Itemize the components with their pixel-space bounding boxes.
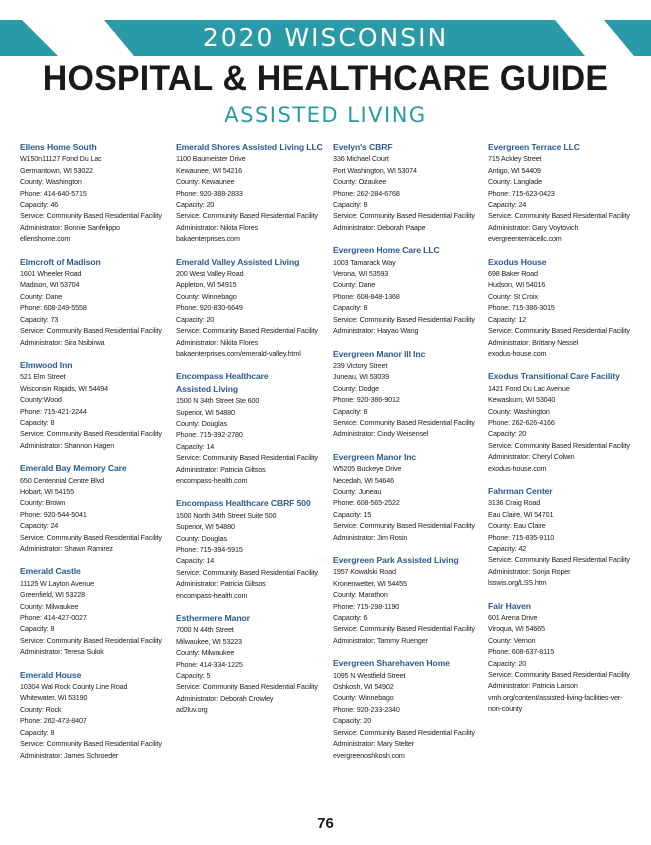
facility-capacity: Capacity: 8: [20, 417, 55, 427]
facility-administrator: Administrator: Patricia Larson: [488, 681, 578, 691]
facility-capacity: Capacity: 73: [20, 314, 59, 324]
facility-city-state-zip: Necedah, WI 54646: [333, 475, 394, 485]
facility-city-state-zip: Kewaskum, WI 53040: [488, 395, 556, 405]
facility-service: Service: Community Based Residential Facility: [176, 453, 318, 463]
facility-service: Service: Community Based Residential Facility: [488, 440, 630, 450]
banner-text: 2020 WISCONSIN: [202, 23, 449, 52]
facility-capacity: Capacity: 8: [333, 303, 368, 313]
facility-phone: Phone: 920-233-2340: [333, 704, 400, 714]
facility-website: bakaenterprises.com: [176, 234, 240, 244]
facility-administrator: Administrator: Jim Rosin: [333, 532, 408, 542]
facility-name: Emerald House: [20, 669, 82, 680]
facility-service: Service: Community Based Residential Facility: [333, 521, 475, 531]
facility-administrator: Administrator: Shawn Ramirez: [20, 544, 113, 553]
facility-administrator: Administrator: Shannon Hagen: [20, 440, 115, 450]
facility-name: Evergreen Terrace LLC: [488, 142, 580, 152]
facility-phone: Phone: 414-640-5715: [20, 188, 87, 198]
facility-phone: Phone: 262-284-6768: [333, 188, 400, 198]
facility-capacity: Capacity: 8: [20, 727, 55, 737]
facility-county: County: Douglas: [176, 533, 227, 543]
facility-city-state-zip: Hudson, WI 54016: [488, 280, 546, 290]
facility-administrator: Administrator: Patricia Giltsos: [176, 579, 266, 589]
facility-county: County: Juneau: [333, 486, 382, 496]
facility-county: County: Winnebago: [333, 693, 394, 703]
facility-service: Service: Community Based Residential Facility: [333, 624, 475, 634]
facility-listing: [176, 256, 328, 360]
facility-administrator: Administrator: Mary Stelter: [333, 739, 415, 749]
facility-street-address: 1003 Tamarack Way: [333, 257, 396, 267]
facility-name: Evergreen Home Care LLC: [333, 245, 440, 256]
facility-capacity: Capacity: 20: [488, 429, 527, 439]
facility-website: lsswis.org/LSS.htm: [488, 578, 547, 588]
facility-service: Service: Community Based Residential Facility: [488, 670, 630, 680]
facility-website: bakaenterprises.com/emerald-valley.html: [176, 348, 301, 358]
facility-listing: [488, 600, 640, 715]
facility-website: exodus-house.com: [488, 348, 547, 358]
facility-phone: Phone: 920-386-9012: [333, 395, 400, 405]
listing-column-3: [333, 141, 485, 772]
facility-service: Service: Community Based Residential Facility: [20, 739, 162, 749]
facility-city-state-zip: Whitewater, WI 53190: [20, 693, 88, 703]
facility-street-address: 200 West Valley Road: [176, 269, 244, 279]
facility-phone: Phone: 715-392-2780: [176, 430, 243, 440]
facility-city-state-zip: Madison, WI 53704: [20, 280, 80, 290]
facility-service: Service: Community Based Residential Facility: [176, 567, 318, 577]
facility-county: County: Langlade: [488, 177, 542, 187]
facility-administrator: Administrator: Deborah Crowley: [176, 693, 274, 703]
facility-administrator: Administrator: Cindy Weisensel: [333, 429, 429, 439]
facility-service: Service: Community Based Residential Facility: [333, 727, 475, 737]
facility-listing: [333, 348, 485, 440]
facility-street-address: 7000 N 44th Street: [176, 625, 234, 635]
facility-street-address: 1500 North 34th Street Suite 500: [176, 510, 277, 520]
facility-capacity: Capacity: 20: [176, 314, 215, 324]
facility-street-address: 1500 N 34th Street Ste 600: [176, 396, 260, 406]
facility-county: County: Ozaukee: [333, 177, 387, 187]
facility-county: County: Eau Claire: [488, 521, 546, 531]
facility-administrator: Administrator: Nikita Flores: [176, 222, 259, 232]
facility-capacity: Capacity: 8: [20, 624, 55, 634]
facility-county: County: Dodge: [333, 383, 379, 393]
facility-city-state-zip: Germantown, WI 53022: [20, 165, 93, 175]
facility-administrator: Administrator: Gary Voytovich: [488, 222, 579, 232]
facility-phone: Phone: 715-835-9110: [488, 532, 555, 542]
facility-capacity: Capacity: 15: [333, 509, 372, 519]
facility-name: Fahrman Center: [488, 485, 553, 496]
facility-name: Emerald Bay Memory Care: [20, 463, 127, 474]
facility-street-address: 336 Michael Court: [333, 154, 389, 164]
facility-county: County: Brown: [20, 498, 66, 508]
facility-city-state-zip: Milwaukee, WI 53223: [176, 636, 242, 646]
facility-city-state-zip: Juneau, WI 53039: [333, 372, 389, 382]
facility-website: encompass-health.com: [176, 590, 248, 600]
facility-website: exodus-house.com: [488, 463, 547, 473]
facility-county: County: Dane: [20, 291, 63, 301]
facility-administrator: Administrator: Deborah Paape: [333, 222, 426, 232]
facility-county: County: Washington: [488, 406, 550, 416]
facility-name: Esthermere Manor: [176, 613, 250, 624]
facility-street-address: 521 Elm Street: [20, 372, 66, 382]
facility-name: Encompass Healthcare Assisted Living: [176, 371, 269, 394]
facility-phone: Phone: 262-626-4166: [488, 417, 555, 427]
facility-listing: [488, 256, 640, 360]
facility-capacity: Capacity: 14: [176, 556, 215, 566]
facility-website: evergreenoshkosh.com: [333, 750, 405, 760]
facility-service: Service: Community Based Residential Facility: [20, 532, 162, 542]
facility-county: County: Vernon: [488, 635, 536, 645]
facility-administrator: Administrator: Sira Nsibirwa: [20, 337, 105, 347]
facility-city-state-zip: Greenfield, WI 53228: [20, 590, 85, 600]
facility-service: Service: Community Based Residential Facility: [176, 682, 318, 692]
facility-capacity: Capacity: 6: [333, 613, 368, 623]
facility-phone: Phone: 715-623-0423: [488, 188, 555, 198]
facility-name: Emerald Shores Assisted Living LLC: [176, 142, 323, 152]
facility-service: Service: Community Based Residential Facility: [333, 211, 475, 221]
facility-listing: [333, 657, 485, 761]
facility-street-address: 1421 Fond Du Lac Avenue: [488, 383, 570, 393]
facility-administrator: Administrator: Cheryl Colwin: [488, 452, 575, 462]
facility-street-address: 698 Baker Road: [488, 269, 538, 279]
facility-name: Evergreen Manor III Inc: [333, 348, 426, 359]
listing-column-1: [20, 141, 172, 772]
facility-phone: Phone: 414-334-1225: [176, 659, 243, 669]
facility-website: encompass-health.com: [176, 475, 248, 485]
facility-service: Service: Community Based Residential Facility: [488, 326, 630, 336]
facility-name: Exodus House: [488, 256, 547, 267]
facility-county: County:Wood: [20, 395, 62, 405]
facility-listing: [20, 669, 172, 761]
facility-county: County: Marathon: [333, 590, 388, 600]
facility-name: Encompass Healthcare CBRF 500: [176, 498, 311, 509]
facility-phone: Phone: 715-394-5915: [176, 545, 243, 554]
facility-name: Evergreen Sharehaven Home: [333, 658, 450, 669]
facility-street-address: 11125 W Layton Avenue: [20, 578, 94, 588]
facility-street-address: 1601 Wheeler Road: [20, 269, 82, 279]
facility-street-address: 715 Ackley Street: [488, 154, 542, 164]
facility-service: Service: Community Based Residential Facility: [20, 635, 162, 645]
facility-phone: Phone: 262-473-8407: [20, 716, 87, 726]
facility-name: Evergreen Park Assisted Living: [333, 555, 459, 565]
facility-capacity: Capacity: 24: [488, 200, 527, 210]
facility-phone: Phone: 608-848-1368: [333, 291, 400, 301]
facility-phone: Phone: 715-298-1190: [333, 601, 400, 611]
facility-county: County: Milwaukee: [176, 648, 235, 658]
facility-administrator: Administrator: Tammy Ruenger: [333, 635, 428, 645]
facility-service: Service: Community Based Residential Facility: [488, 555, 630, 565]
facility-administrator: Administrator: Haiyao Wang: [333, 326, 419, 336]
facility-service: Service: Community Based Residential Facility: [333, 314, 475, 324]
facility-city-state-zip: Superior, WI 54880: [176, 522, 235, 532]
facility-capacity: Capacity: 24: [20, 521, 59, 531]
listing-column-4: [488, 141, 640, 726]
facility-name: Evergreen Manor Inc: [333, 451, 417, 462]
facility-administrator: Administrator: Bonnie Sanfelippo: [20, 222, 120, 232]
page-number: 76: [317, 815, 334, 832]
facility-street-address: 1957 Kowalski Road: [333, 567, 396, 577]
facility-website: ellenshome.com: [20, 234, 71, 244]
facility-capacity: Capacity: 5: [176, 671, 211, 681]
facility-administrator: Administrator: Teresa Sulok: [20, 647, 104, 657]
section-subtitle: ASSISTED LIVING: [224, 103, 427, 127]
facility-name: Evelyn's CBRF: [333, 142, 393, 152]
facility-administrator: Administrator: Patricia Giltsos: [176, 464, 266, 474]
facility-name: Elmwood Inn: [20, 359, 73, 370]
facility-city-state-zip: Kronenwetter, WI 54455: [333, 578, 407, 588]
facility-name: Emerald Castle: [20, 566, 81, 577]
facility-capacity: Capacity: 20: [333, 716, 372, 726]
facility-phone: Phone: 608-249-5558: [20, 303, 87, 313]
facility-phone: Phone: 715-386-3015: [488, 303, 555, 313]
facility-phone: Phone: 715-421-2244: [20, 406, 87, 416]
header-banner: [0, 20, 651, 56]
facility-county: County: Kewaunee: [176, 177, 235, 187]
facility-county: County: St Croix: [488, 291, 538, 301]
facility-city-state-zip: Oshkosh, WI 54902: [333, 682, 394, 692]
facility-street-address: 650 Centennial Centre Blvd: [20, 475, 105, 485]
facility-service: Service: Community Based Residential Facility: [176, 211, 318, 221]
facility-website: evergreenterracellc.com: [488, 234, 562, 244]
facility-county: County: Douglas: [176, 418, 227, 428]
facility-city-state-zip: Kewaunee, WI 54216: [176, 165, 243, 175]
facility-listing: [488, 141, 640, 245]
facility-listing: [176, 612, 328, 716]
facility-county: County: Dane: [333, 280, 376, 290]
facility-administrator: Administrator: Nikita Flores: [176, 337, 259, 347]
facility-website: vmh.org/content/assisted-living-facilities-ver- non-county: [488, 692, 623, 714]
facility-capacity: Capacity: 8: [333, 406, 368, 416]
facility-website: ad2luv.org: [176, 705, 208, 715]
facility-name: Ellens Home South: [20, 142, 97, 152]
facility-capacity: Capacity: 46: [20, 200, 59, 210]
facility-listing: [20, 256, 172, 348]
facility-street-address: 1100 Baumeister Drive: [176, 154, 246, 164]
facility-capacity: Capacity: 20: [488, 658, 527, 668]
facility-listing: [176, 141, 328, 245]
facility-county: County: Washington: [20, 177, 82, 187]
facility-street-address: 3136 Craig Road: [488, 498, 541, 508]
facility-listing: [333, 451, 485, 543]
facility-listing: [488, 370, 640, 474]
facility-phone: Phone: 920-388-2833: [176, 188, 243, 198]
facility-listing: [176, 370, 328, 486]
facility-service: Service: Community Based Residential Facility: [333, 417, 475, 427]
facility-city-state-zip: Superior, WI 54880: [176, 407, 235, 417]
facility-listing: [488, 485, 640, 589]
facility-phone: Phone: 920-830-6649: [176, 303, 243, 313]
facility-name: Fair Haven: [488, 600, 531, 611]
facility-city-state-zip: Hobart, WI 54155: [20, 486, 74, 496]
facility-city-state-zip: Port Washington, WI 53074: [333, 165, 417, 175]
facility-administrator: Administrator: James Schroeder: [20, 750, 119, 760]
facility-street-address: W150n11127 Fond Du Lac: [20, 154, 102, 164]
facility-service: Service: Community Based Residential Facility: [20, 211, 162, 221]
facility-service: Service: Community Based Residential Facility: [20, 429, 162, 439]
page-title: HOSPITAL & HEALTHCARE GUIDE: [42, 59, 609, 98]
facility-service: Service: Community Based Residential Facility: [488, 211, 630, 221]
facility-listing: [176, 497, 328, 601]
facility-capacity: Capacity: 12: [488, 314, 527, 324]
facility-listing: [20, 565, 172, 657]
facility-listing: [333, 244, 485, 336]
facility-county: County: Rock: [20, 704, 62, 714]
facility-listing: [20, 141, 172, 245]
facility-street-address: 239 Victory Street: [333, 360, 388, 370]
facility-city-state-zip: Wisconsin Rapids, WI 54494: [20, 383, 108, 393]
facility-capacity: Capacity: 8: [333, 200, 368, 210]
facility-street-address: 10304 Wal Rock County Line Road: [20, 682, 128, 692]
facility-administrator: Administrator: Sonja Roper: [488, 566, 571, 576]
facility-phone: Phone: 414-427-0027: [20, 613, 87, 623]
facility-street-address: 601 Arena Drive: [488, 613, 538, 623]
facility-street-address: 1095 N Westfield Street: [333, 670, 406, 680]
facility-city-state-zip: Viroqua, WI 54665: [488, 624, 545, 634]
facility-capacity: Capacity: 42: [488, 544, 527, 553]
facility-city-state-zip: Antigo, WI 54409: [488, 165, 541, 175]
facility-street-address: W5205 Buckeye Drive: [333, 464, 402, 474]
facility-capacity: Capacity: 14: [176, 441, 215, 451]
facility-name: Exodus Transitional Care Facility: [488, 371, 620, 382]
facility-city-state-zip: Eau Claire, WI 54701: [488, 509, 554, 519]
facility-county: County: Winnebago: [176, 291, 237, 301]
facility-phone: Phone: 608-565-2522: [333, 498, 400, 508]
facility-service: Service: Community Based Residential Facility: [20, 326, 162, 336]
listing-columns: [0, 141, 651, 811]
facility-name: Elmcroft of Madison: [20, 256, 101, 267]
listing-column-2: [176, 141, 328, 727]
facility-phone: Phone: 608-637-8115: [488, 647, 555, 657]
facility-listing: [20, 359, 172, 451]
facility-name: Emerald Valley Assisted Living: [176, 256, 300, 267]
facility-listing: [20, 462, 172, 554]
facility-phone: Phone: 920-544-5041: [20, 509, 87, 519]
facility-city-state-zip: Appleton, WI 54915: [176, 280, 237, 290]
facility-capacity: Capacity: 20: [176, 200, 215, 210]
facility-listing: [333, 141, 485, 233]
facility-listing: [333, 554, 485, 646]
facility-service: Service: Community Based Residential Facility: [176, 326, 318, 336]
facility-administrator: Administrator: Brittany Nessel: [488, 337, 579, 347]
facility-city-state-zip: Verona, WI 53593: [333, 269, 389, 279]
facility-county: County: Milwaukee: [20, 601, 79, 611]
